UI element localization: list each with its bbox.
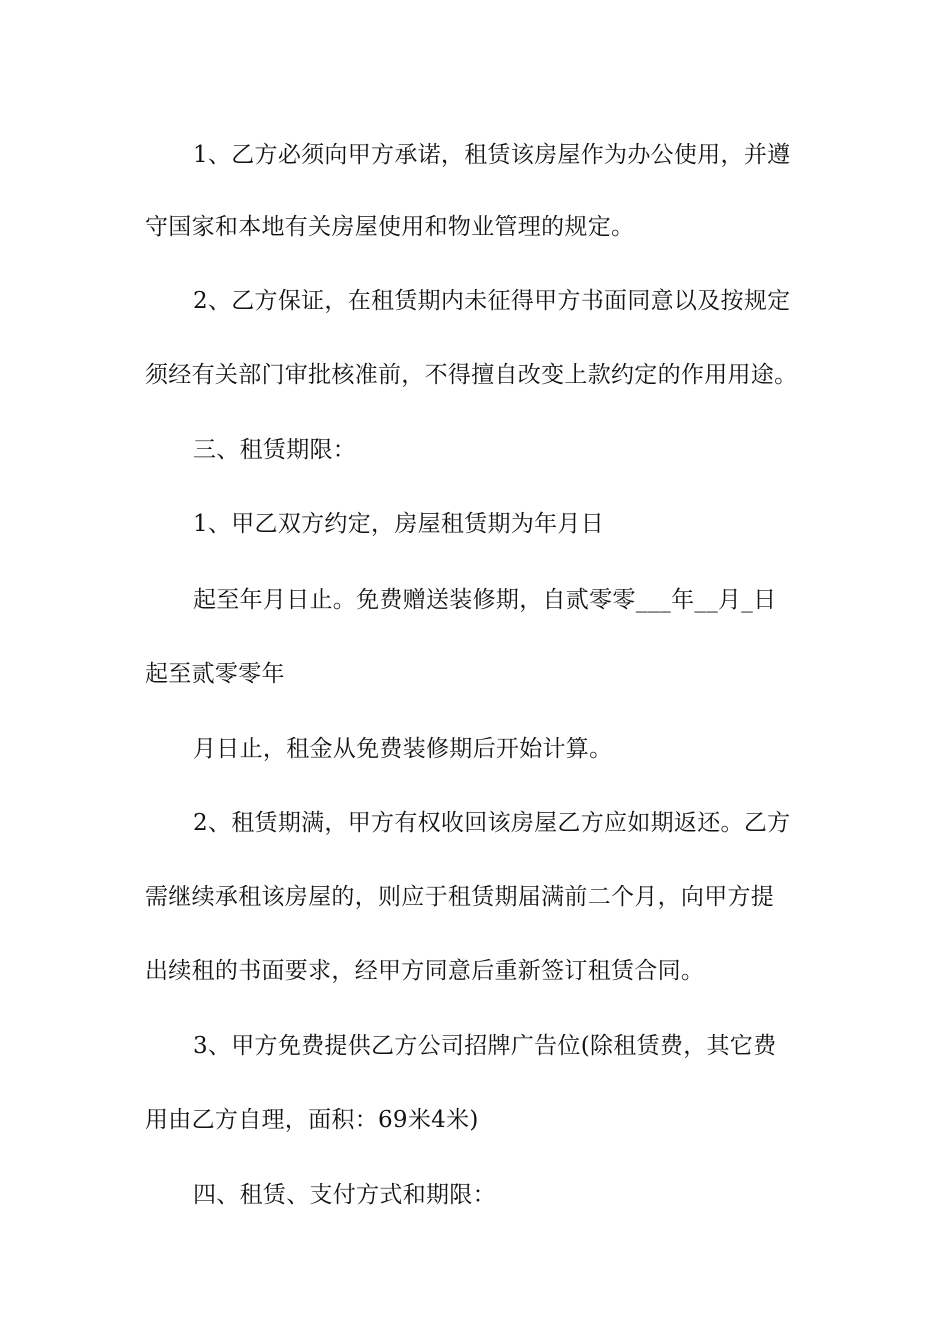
paragraph-line: 2、租赁期满，甲方有权收回该房屋乙方应如期返还。乙方 xyxy=(193,810,791,836)
paragraph-line: 1、乙方必须向甲方承诺，租赁该房屋作为办公使用，并遵 xyxy=(193,142,791,168)
paragraph-line: 3、甲方免费提供乙方公司招牌广告位(除租赁费，其它费 xyxy=(193,1033,777,1059)
paragraph-line: 用由乙方自理，面积：69米4米) xyxy=(145,1107,479,1133)
paragraph-line: 2、乙方保证，在租赁期内未征得甲方书面同意以及按规定 xyxy=(193,288,791,314)
section-heading: 四、租赁、支付方式和期限： xyxy=(193,1182,496,1208)
paragraph-line: 起至贰零零年 xyxy=(145,661,285,687)
paragraph-line: 起至年月日止。免费赠送装修期，自贰零零___年__月_日 xyxy=(193,587,777,613)
paragraph-line: 守国家和本地有关房屋使用和物业管理的规定。 xyxy=(145,214,635,240)
paragraph-line: 须经有关部门审批核准前，不得擅自改变上款约定的作用用途。 xyxy=(145,362,798,388)
paragraph-line: 需继续承租该房屋的，则应于租赁期届满前二个月，向甲方提 xyxy=(145,884,775,910)
paragraph-line: 1、甲乙双方约定，房屋租赁期为年月日 xyxy=(193,511,605,537)
paragraph-line: 月日止，租金从免费装修期后开始计算。 xyxy=(193,736,613,762)
paragraph-line: 出续租的书面要求，经甲方同意后重新签订租赁合同。 xyxy=(145,958,705,984)
section-heading: 三、租赁期限： xyxy=(193,437,357,463)
